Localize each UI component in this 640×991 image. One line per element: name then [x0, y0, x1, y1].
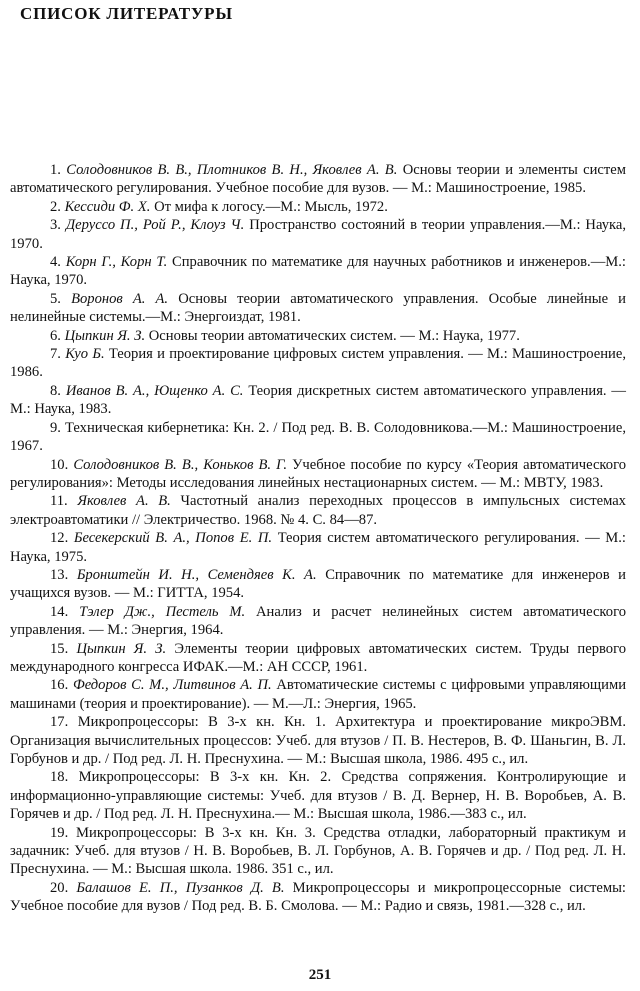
reference-authors: Бесекерский В. А., Попов Е. П.	[73, 530, 273, 547]
reference-text: Микропроцессоры: В 3-х кн. Кн. 1. Архитектура и проектирование микроЭВМ. Организация вычислительных процессов: Учеб. для втузов / П. В. Нестеров, В. Ф. Шаньгин, В. Л. Горбунов и др. / Под ред. Л. Н. Преснухина. — М.: Высшая школа, 1986. 495 с., ил.	[10, 714, 626, 767]
reference-item	[10, 640, 626, 677]
reference-text: Микропроцессоры: В 3-х кн. Кн. 3. Средства отладки, лабораторный практикум и задачник: Учеб. для втузов / Н. В. Воробьев, В. Л. Горбунов, А. В. Горячев и др. / Под ред. Л. Н. Преснухина. — М.: Высшая школа. 1986. 351 с., ил.	[10, 824, 626, 878]
reference-number: 17.	[50, 714, 69, 731]
reference-authors: Солодовников В. В., Коньков В. Г.	[73, 456, 287, 473]
reference-text: Автоматические системы с цифровыми управляющими машинами (теория и проектирование). — М.—Л.: Энергия, 1965.	[10, 677, 627, 712]
reference-number: 1.	[50, 162, 61, 178]
page-number: 251	[308, 967, 332, 983]
reference-number: 19.	[50, 824, 69, 841]
reference-authors: Яковлев А. В.	[77, 493, 171, 510]
reference-text: Основы теории автоматического управления. Особые линейные и нелинейные системы.—М.: Энергоиздат, 1981.	[10, 290, 626, 326]
reference-text: Микропроцессоры и микропроцессорные системы: Учебное пособие для вузов / Под ред. В. Б. Смолова. — М.: Радио и связь, 1981.—328 с., ил.	[10, 879, 626, 915]
page-title: СПИСОК ЛИТЕРАТУРЫ	[20, 4, 233, 23]
reference-item	[10, 198, 626, 216]
reference-number: 15.	[50, 640, 69, 657]
reference-text: Микропроцессоры: В 3-х кн. Кн. 2. Средства сопряжения. Контролирующие и информационно-управляющие системы: Учеб. для втузов / В. Д. Вернер, Н. В. Воробьев, А. В. Горячев и др. / Под ред. Л. Н. Преснухина.— М.: Высшая школа, 1986.—383 с., ил.	[10, 769, 626, 823]
reference-text: Пространство состояний в теории управления.—М.: Наука, 1970.	[10, 217, 626, 252]
reference-item	[10, 327, 626, 345]
reference-authors: Кессиди Ф. Х.	[64, 198, 151, 215]
reference-text: От мифа к логосу.—М.: Мысль, 1972.	[154, 198, 388, 215]
reference-item	[10, 879, 626, 916]
reference-number: 12.	[50, 530, 69, 547]
reference-number: 16.	[50, 677, 69, 694]
reference-text: Учебное пособие по курсу «Теория автоматического регулирования»: Методы исследования линейных нестационарных систем. — М.: МВТУ, 1983.	[10, 456, 626, 491]
reference-item	[10, 419, 626, 456]
reference-number: 5.	[50, 290, 61, 307]
reference-authors: Куо Б.	[65, 346, 105, 363]
reference-text: Теория дискретных систем автоматического управления. — М.: Наука, 1983.	[10, 382, 626, 418]
reference-authors: Тэлер Дж., Пестель М.	[79, 603, 246, 620]
reference-authors: Цыпкин Я. З.	[64, 327, 146, 344]
reference-authors: Федоров С. М., Литвинов А. П.	[72, 677, 272, 694]
reference-text: Техническая кибернетика: Кн. 2. / Под ред. В. В. Солодовникова.—М.: Машиностроение, 1967.	[10, 419, 626, 455]
reference-authors: Воронов А. А.	[71, 290, 169, 307]
reference-text: Частотный анализ переходных процессов в импульсных системах электроавтоматики // Электричество. 1968. № 4. С. 84—87.	[10, 493, 626, 528]
reference-item	[10, 253, 626, 290]
reference-authors: Солодовников В. В., Плотников В. Н., Яковлев А. В.	[66, 162, 398, 178]
reference-number: 14.	[50, 603, 69, 620]
reference-number: 13.	[50, 566, 69, 583]
reference-number: 6.	[50, 327, 61, 344]
reference-authors: Корн Г., Корн Т.	[65, 254, 168, 271]
reference-authors: Балашов Е. П., Пузанков Д. В.	[76, 879, 285, 896]
reference-text: Основы теории автоматических систем. — М.: Наука, 1977.	[148, 327, 520, 344]
reference-item	[10, 824, 626, 879]
reference-authors: Деруссо П., Рой Р., Клоуз Ч.	[65, 217, 245, 234]
reference-list	[10, 161, 626, 916]
reference-number: 8.	[50, 382, 61, 399]
reference-authors: Цыпкин Я. З.	[76, 640, 167, 657]
reference-item	[10, 713, 626, 768]
reference-number: 20.	[50, 879, 69, 896]
reference-text: Теория систем автоматического регулирования. — М.: Наука, 1975.	[10, 530, 626, 565]
reference-text: Справочник по математике для научных работников и инженеров.—М.: Наука, 1970.	[10, 254, 626, 289]
reference-text: Основы теории и элементы систем автоматического регулирования. Учебное пособие для вузов. — М.: Машиностроение, 1985.	[10, 162, 626, 197]
reference-item	[10, 161, 626, 198]
reference-text: Анализ и расчет нелинейных систем автоматического управления. — М.: Энергия, 1964.	[10, 603, 626, 639]
reference-item	[10, 566, 626, 603]
reference-text: Элементы теории цифровых автоматических систем. Труды первого международного конгресса ИФАК.—М.: АН СССР, 1961.	[10, 640, 627, 675]
reference-authors: Иванов В. А., Ющенко А. С.	[65, 382, 244, 399]
reference-number: 7.	[50, 346, 61, 363]
reference-item	[10, 492, 626, 529]
reference-text: Справочник по математике для инженеров и учащихся вузов. — М.: ГИТТА, 1954.	[10, 566, 626, 602]
reference-item	[10, 768, 626, 823]
reference-number: 9.	[50, 419, 61, 436]
reference-item	[10, 603, 626, 640]
reference-item	[10, 216, 626, 253]
reference-number: 18.	[50, 769, 69, 786]
reference-number: 4.	[50, 254, 61, 271]
reference-number: 2.	[50, 198, 61, 215]
reference-number: 10.	[50, 456, 69, 473]
reference-item	[10, 676, 626, 713]
reference-text: Теория и проектирование цифровых систем управления. — М.: Машиностроение, 1986.	[10, 346, 626, 381]
reference-item	[10, 529, 626, 566]
reference-item	[10, 456, 626, 493]
reference-number: 11.	[50, 493, 68, 510]
reference-authors: Бронштейн И. Н., Семендяев К. А.	[76, 566, 317, 583]
reference-number: 3.	[50, 217, 61, 234]
reference-item	[10, 382, 626, 419]
reference-item	[10, 290, 626, 327]
reference-item	[10, 345, 626, 382]
